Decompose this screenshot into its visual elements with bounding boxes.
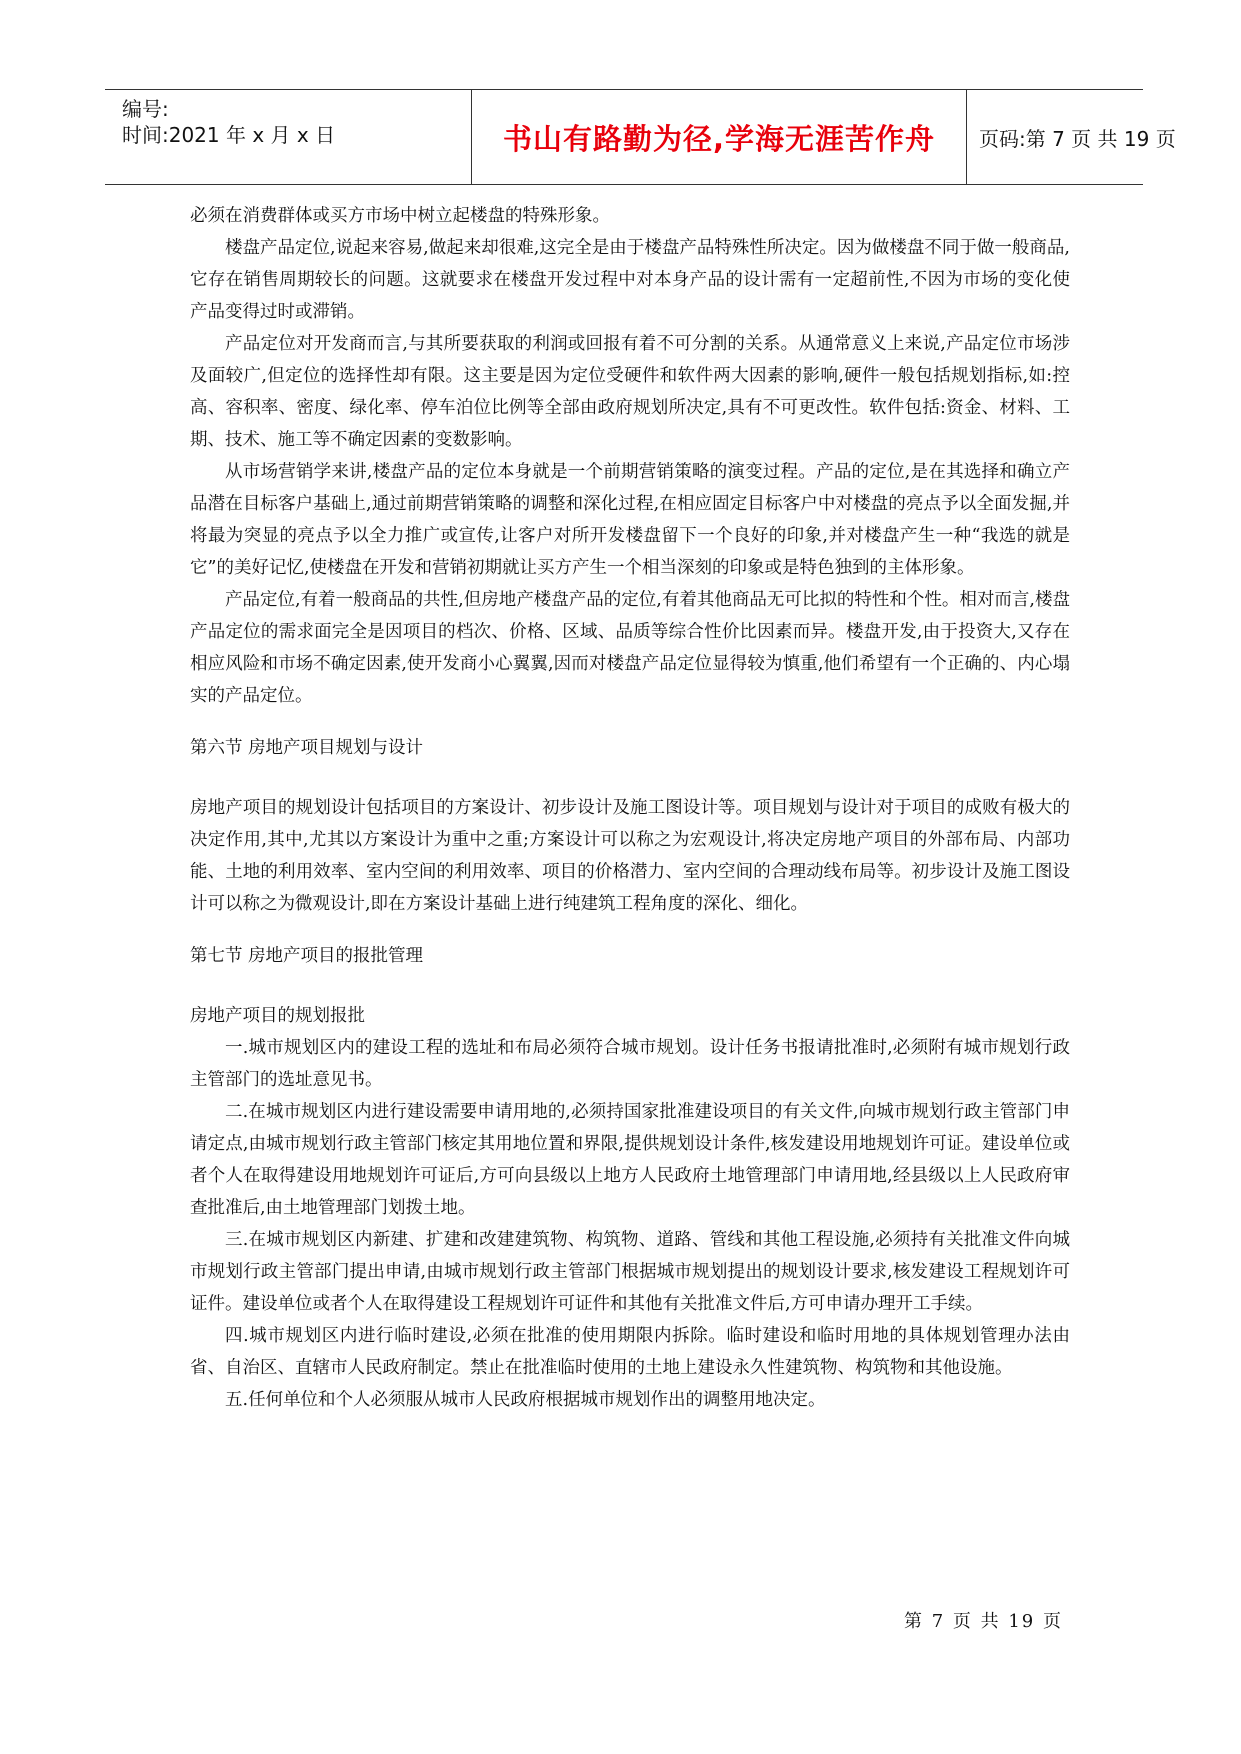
- paragraph: 楼盘产品定位,说起来容易,做起来却很难,这完全是由于楼盘产品特殊性所决定。因为做楼盘不同于做一般商品,它存在销售周期较长的问题。这就要求在楼盘开发过程中对本身产品的设计需有一定超前性,不因为市场的变化使产品变得过时或滞销。: [190, 238, 1070, 322]
- page-footer: 第 7 页 共 19 页: [904, 1611, 1063, 1632]
- document-time-label: 时间:2021 年 x 月 x 日: [122, 123, 336, 147]
- paragraph: 一.城市规划区内的建设工程的选址和布局必须符合城市规划。设计任务书报请批准时,必须附有城市规划行政主管部门的选址意见书。: [190, 1038, 1070, 1090]
- section-heading-7: 第七节 房地产项目的报批管理: [190, 946, 424, 966]
- header-page-number: 页码:第 7 页 共 19 页: [979, 126, 1176, 151]
- header-motto: 书山有路勤为径,学海无涯苦作舟: [472, 90, 967, 184]
- paragraph: 三.在城市规划区内新建、扩建和改建建筑物、构筑物、道路、管线和其他工程设施,必须持有关批准文件向城市规划行政主管部门提出申请,由城市规划行政主管部门根据城市规划提出的规划设计要求,核发建设工程规划许可证件。建设单位或者个人在取得建设工程规划许可证件和其他有关批准文件后,方可申请办理开工手续。: [190, 1230, 1070, 1314]
- subsection-title: 房地产项目的规划报批: [190, 1006, 365, 1026]
- section-heading-6: 第六节 房地产项目规划与设计: [190, 738, 424, 758]
- paragraph: 房地产项目的规划设计包括项目的方案设计、初步设计及施工图设计等。项目规划与设计对于项目的成败有极大的决定作用,其中,尤其以方案设计为重中之重;方案设计可以称之为宏观设计,将决定房地产项目的外部布局、内部功能、土地的利用效率、室内空间的利用效率、项目的价格潜力、室内空间的合理动线布局等。初步设计及施工图设计可以称之为微观设计,即在方案设计基础上进行纯建筑工程角度的深化、细化。: [190, 798, 1070, 914]
- paragraph: 产品定位对开发商而言,与其所要获取的利润或回报有着不可分割的关系。从通常意义上来说,产品定位市场涉及面较广,但定位的选择性却有限。这主要是因为定位受硬件和软件两大因素的影响,硬件一般包括规划指标,如:控高、容积率、密度、绿化率、停车泊位比例等全部由政府规划所决定,具有不可更改性。软件包括:资金、材料、工期、技术、施工等不确定因素的变数影响。: [190, 334, 1070, 450]
- paragraph: 五.任何单位和个人必须服从城市人民政府根据城市规划作出的调整用地决定。: [225, 1390, 826, 1410]
- document-number-label: 编号:: [122, 97, 169, 121]
- paragraph: 必须在消费群体或买方市场中树立起楼盘的特殊形象。: [190, 206, 610, 226]
- paragraph: 二.在城市规划区内进行建设需要申请用地的,必须持国家批准建设项目的有关文件,向城市规划行政主管部门申请定点,由城市规划行政主管部门核定其用地位置和界限,提供规划设计条件,核发建设用地规划许可证。建设单位或者个人在取得建设用地规划许可证后,方可向县级以上地方人民政府土地管理部门申请用地,经县级以上人民政府审查批准后,由土地管理部门划拨土地。: [190, 1102, 1070, 1218]
- page-header: [105, 89, 1176, 185]
- header-meta: [117, 90, 472, 184]
- paragraph: 产品定位,有着一般商品的共性,但房地产楼盘产品的定位,有着其他商品无可比拟的特性和个性。相对而言,楼盘产品定位的需求面完全是因项目的档次、价格、区域、品质等综合性价比因素而异。楼盘开发,由于投资大,又存在相应风险和市场不确定因素,使开发商小心翼翼,因而对楼盘产品定位显得较为慎重,他们希望有一个正确的、内心塌实的产品定位。: [190, 590, 1070, 706]
- paragraph: 四.城市规划区内进行临时建设,必须在批准的使用期限内拆除。临时建设和临时用地的具体规划管理办法由省、自治区、直辖市人民政府制定。禁止在批准临时使用的土地上建设永久性建筑物、构筑物和其他设施。: [190, 1326, 1070, 1378]
- document-body: [190, 200, 1070, 1416]
- paragraph: 从市场营销学来讲,楼盘产品的定位本身就是一个前期营销策略的演变过程。产品的定位,是在其选择和确立产品潜在目标客户基础上,通过前期营销策略的调整和深化过程,在相应固定目标客户中对楼盘的亮点予以全面发掘,并将最为突显的亮点予以全力推广或宣传,让客户对所开发楼盘留下一个良好的印象,并对楼盘产生一种“我选的就是它”的美好记忆,使楼盘在开发和营销初期就让买方产生一个相当深刻的印象或是特色独到的主体形象。: [190, 462, 1070, 578]
